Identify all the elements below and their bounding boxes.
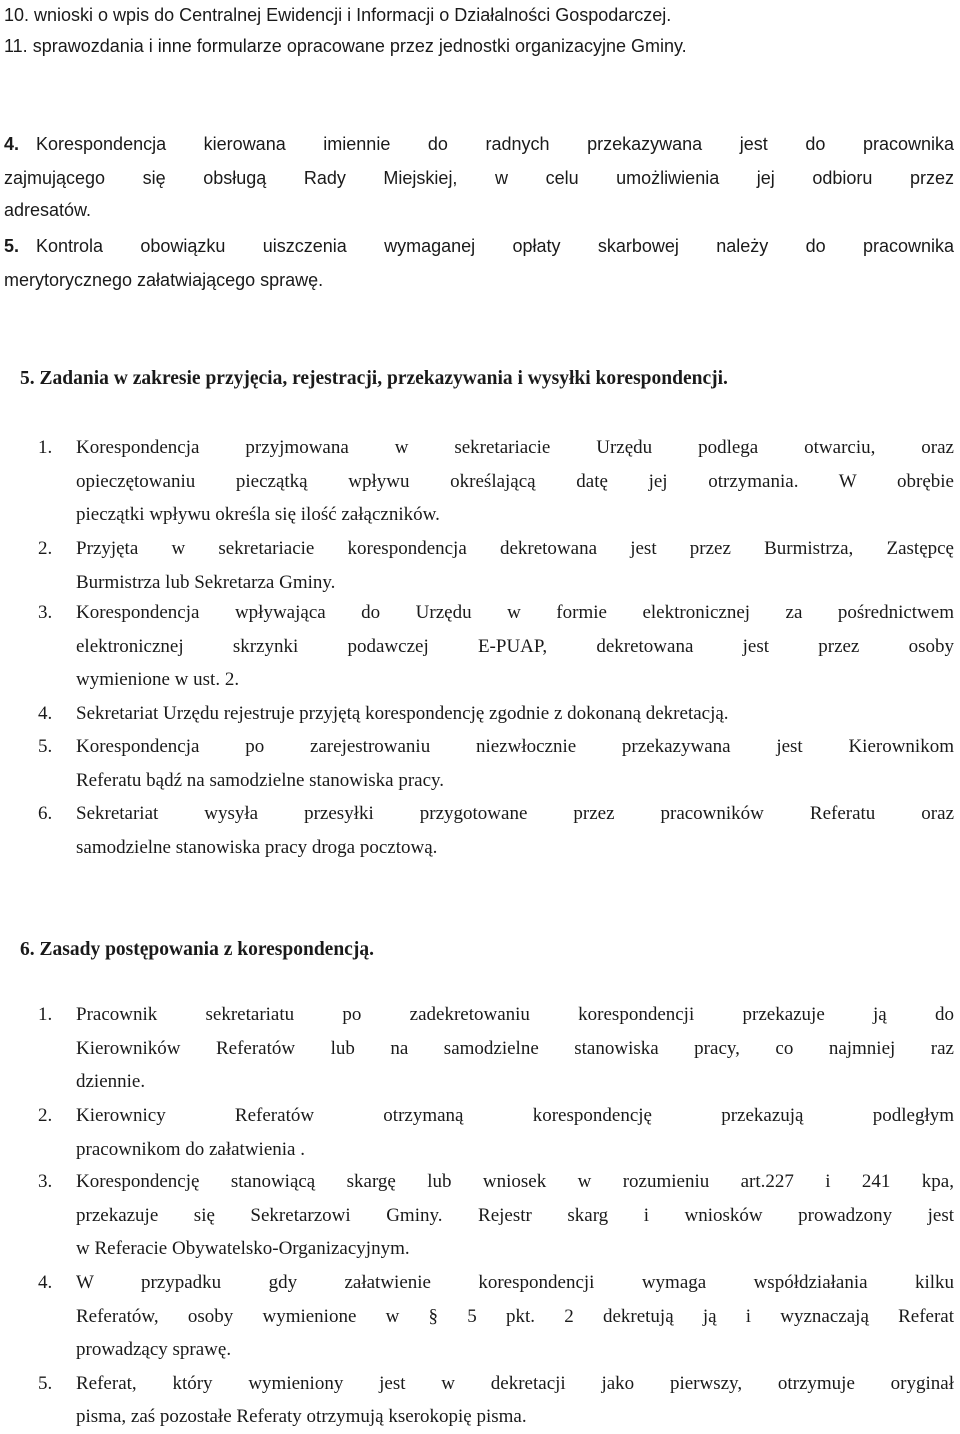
s6-item4-line2: Referatów, osoby wymienione w § 5 pkt. 2 dekretują ją i wyznaczają Referat (76, 1306, 954, 1327)
s6-item1-line3: dziennie. (76, 1071, 146, 1092)
s5-item2 (76, 534, 954, 598)
s5-item3 (76, 598, 954, 694)
s5-item6-number: 6. (38, 803, 53, 824)
s6-item2 (76, 1101, 954, 1165)
s5-item5 (76, 732, 954, 796)
s6-item1-number: 1. (38, 1004, 53, 1025)
s6-item5-line2: pisma, zaś pozostałe Referaty otrzymują kserokopię pisma. (76, 1406, 527, 1427)
s6-item3-line2: przekazuje się Sekretarzowi Gminy. Rejestr skarg i wniosków prowadzony jest (76, 1205, 954, 1226)
section6-heading: 6. Zasady postępowania z korespondencją. (20, 939, 374, 960)
item4-line-2: zajmującego się obsługą Rady Miejskiej, w celu umożliwienia jej odbioru przez (4, 168, 954, 188)
s6-item3 (76, 1167, 954, 1263)
item5-line-2: merytorycznego załatwiającego sprawę. (4, 270, 324, 290)
s6-item1-line1: Pracownik sekretariatu po zadekretowaniu korespondencji przekazuje ją do (76, 1004, 954, 1025)
s5-item2-line1: Przyjęta w sekretariacie korespondencja dekretowana jest przez Burmistrza, Zastępcę (76, 538, 954, 559)
s6-item2-number: 2. (38, 1105, 53, 1126)
top-list (4, 0, 954, 62)
item4-paragraph-cont (4, 163, 954, 223)
s5-item1-line2: opieczętowaniu pieczątką wpływu określającą datę jej otrzymania. W obrębie (76, 471, 954, 492)
s6-item2-line2: pracownikom do załatwienia . (76, 1139, 305, 1160)
s5-item6 (76, 799, 954, 863)
s6-item5 (76, 1369, 954, 1433)
s5-item2-line2: Burmistrza lub Sekretarza Gminy. (76, 572, 336, 593)
item5-paragraph (36, 231, 954, 261)
s5-item5-line2: Referatu bądź na samodzielne stanowiska pracy. (76, 770, 445, 791)
s6-item2-line1: Kierownicy Referatów otrzymaną korespondencję przekazują podległym (76, 1105, 954, 1126)
s5-item1 (76, 433, 954, 529)
s5-item5-line1: Korespondencja po zarejestrowaniu niezwłocznie przekazywana jest Kierownikom (76, 736, 954, 757)
s5-item3-line3: wymienione w ust. 2. (76, 669, 240, 690)
item4-line-3: adresatów. (4, 200, 92, 220)
list-line-11: 11. sprawozdania i inne formularze opracowane przez jednostki organizacyjne Gminy. (4, 36, 687, 56)
s5-item2-number: 2. (38, 538, 53, 559)
list-line-10: 10. wnioski o wpis do Centralnej Ewidencji i Informacji o Działalności Gospodarczej. (4, 5, 672, 25)
item4-line-1: Korespondencja kierowana imiennie do radnych przekazywana jest do pracownika (36, 134, 954, 154)
s5-item1-number: 1. (38, 437, 53, 458)
section5-heading: 5. Zadania w zakresie przyjęcia, rejestracji, przekazywania i wysyłki korespondencji. (20, 368, 728, 389)
s5-item4-number: 4. (38, 703, 53, 724)
s5-item3-line2: elektronicznej skrzynki podawczej E-PUAP, dekretowana jest przez osoby (76, 636, 954, 657)
item5-line-1: Kontrola obowiązku uiszczenia wymaganej opłaty skarbowej należy do pracownika (36, 236, 954, 256)
item5-number: 5. (4, 236, 20, 256)
s6-item5-number: 5. (38, 1373, 53, 1394)
item4-number: 4. (4, 134, 20, 154)
s5-item1-line1: Korespondencja przyjmowana w sekretariacie Urzędu podlega otwarciu, oraz (76, 437, 954, 458)
s6-item1 (76, 1000, 954, 1096)
s5-item4-line1: Sekretariat Urzędu rejestruje przyjętą korespondencję zgodnie z dokonaną dekretacją. (76, 703, 729, 724)
s6-item3-line3: w Referacie Obywatelsko-Organizacyjnym. (76, 1238, 410, 1259)
s6-item3-line1: Korespondencję stanowiącą skargę lub wniosek w rozumieniu art.227 i 241 kpa, (76, 1171, 954, 1192)
s6-item5-line1: Referat, który wymieniony jest w dekretacji jako pierwszy, otrzymuje oryginał (76, 1373, 954, 1394)
s5-item5-number: 5. (38, 736, 53, 757)
s6-item4-line3: prowadzący sprawę. (76, 1339, 232, 1360)
s6-item4 (76, 1268, 954, 1364)
s5-item6-line1: Sekretariat wysyła przesyłki przygotowane przez pracowników Referatu oraz (76, 803, 954, 824)
s5-item3-number: 3. (38, 602, 53, 623)
s5-item1-line3: pieczątki wpływu określa się ilość załączników. (76, 504, 440, 525)
s6-item4-number: 4. (38, 1272, 53, 1293)
item5-paragraph-cont (4, 265, 954, 295)
s6-item1-line2: Kierowników Referatów lub na samodzielne stanowiska pracy, co najmniej raz (76, 1038, 954, 1059)
s6-item3-number: 3. (38, 1171, 53, 1192)
s5-item6-line2: samodzielne stanowiska pracy droga pocztową. (76, 837, 438, 858)
s6-item4-line1: W przypadku gdy załatwienie korespondencji wymaga współdziałania kilku (76, 1272, 954, 1293)
s5-item4 (76, 699, 954, 729)
s5-item3-line1: Korespondencja wpływająca do Urzędu w formie elektronicznej za pośrednictwem (76, 602, 954, 623)
